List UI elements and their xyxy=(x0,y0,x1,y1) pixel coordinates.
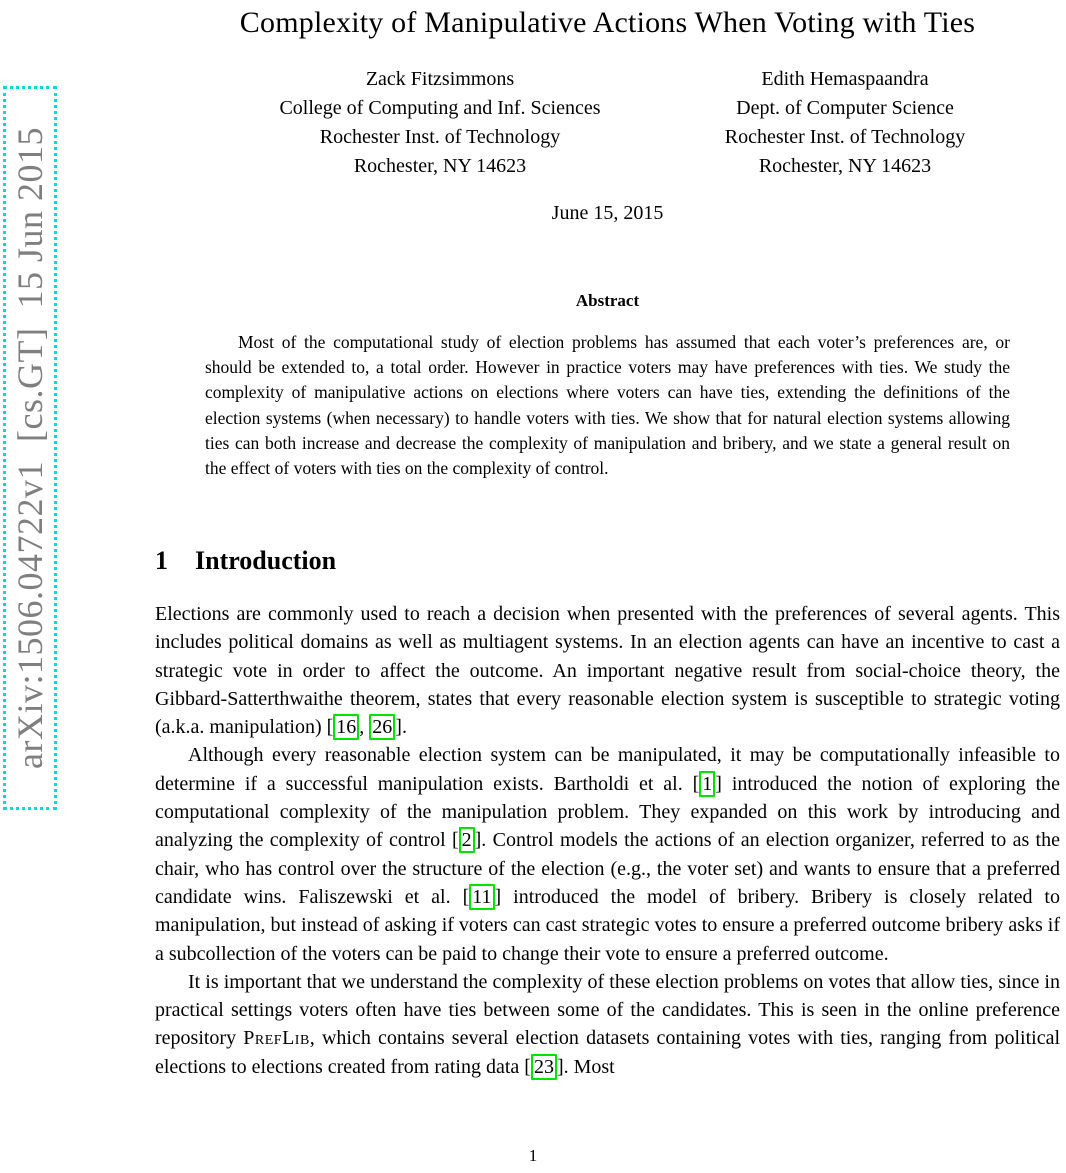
author-block xyxy=(230,65,650,181)
citation-ref[interactable]: 16 xyxy=(333,714,359,740)
author-name: Edith Hemaspaandra xyxy=(761,68,929,90)
author-block xyxy=(635,65,1055,181)
citation-ref[interactable]: 1 xyxy=(699,771,715,797)
author-affiliation-line: Rochester, NY 14623 xyxy=(758,155,932,177)
author-name: Zack Fitzsimmons xyxy=(365,68,515,90)
section-number: 1 xyxy=(155,546,168,575)
smallcaps-text: PrefLib xyxy=(243,1027,310,1050)
section-title: Introduction xyxy=(195,546,337,575)
author-affiliation-line: Rochester Inst. of Technology xyxy=(724,126,966,148)
page-number: 1 xyxy=(528,1146,538,1165)
paragraph: Elections are commonly used to reach a decision when presented with the preferences of several agents. This includes political domains as well as multiagent systems. In an election agents can have an incentive to cast a strategic vote in order to affect the outcome. An important negative result from social-choice theory, the Gibbard-Satterthwaithe theorem, states that every reasonable election system is susceptible to strategic voting (a.k.a. manipulation) [ 16 , 26 ]. xyxy=(155,603,1060,739)
paper-content xyxy=(155,0,1060,1173)
section-heading-introduction xyxy=(155,546,336,576)
citation-ref[interactable]: 26 xyxy=(369,714,395,740)
paper-date: June 15, 2015 xyxy=(551,202,664,224)
citation-ref[interactable]: 2 xyxy=(459,827,475,853)
paragraph: Although every reasonable election system can be manipulated, it may be computationally infeasible to determine if a successful manipulation exists. Bartholdi et al. [ 1 ] introduced the notion of exploring the computational complexity of the manipulation problem. They expanded on this work by introducing and analyzing the complexity of control [ 2 ]. Control models the actions of an election organizer, referred to as the chair, who has control over the structure of the election (e.g., the voter set) and wants to ensure that a preferred candidate wins. Faliszewski et al. [ 11 ] introduced the model of bribery. Bribery is closely related to manipulation, but instead of asking if voters can cast strategic votes to ensure a preferred outcome bribery asks if a subcollection of the voters can be paid to change their vote to ensure a preferred outcome. xyxy=(155,744,1060,965)
author-affiliation-line: College of Computing and Inf. Sciences xyxy=(279,97,601,119)
introduction-paragraphs xyxy=(155,600,1060,1081)
arxiv-watermark-text: arXiv:1506.04722v1 [cs.GT] 15 Jun 2015 xyxy=(10,127,50,769)
paper-title: Complexity of Manipulative Actions When Voting with Ties xyxy=(239,6,976,39)
author-affiliation-line: Rochester, NY 14623 xyxy=(353,155,527,177)
arxiv-watermark-box xyxy=(3,86,57,810)
citation-ref[interactable]: 11 xyxy=(469,884,494,910)
paragraph: It is important that we understand the complexity of these election problems on votes that allow ties, since in practical settings voters often have ties between some of the candidates. This is seen in the online preference repository PrefLib, which contains several election datasets containing votes with ties, ranging from political elections to elections created from rating data [ 23 ]. Most xyxy=(155,970,1061,1078)
author-affiliation-line: Dept. of Computer Science xyxy=(736,97,954,119)
author-affiliation-line: Rochester Inst. of Technology xyxy=(319,126,561,148)
abstract-heading: Abstract xyxy=(575,291,640,310)
citation-ref[interactable]: 23 xyxy=(531,1054,557,1080)
abstract-text: Most of the computational study of election problems has assumed that each voter’s preferences are, or should be extended to, a total order. However in practice voters may have preferences with ties. We study the complexity of manipulative actions on elections where voters can have ties, extending the definitions of the election systems (when necessary) to handle voters with ties. We show that for natural election systems allowing ties can both increase and decrease the complexity of manipulation and bribery, and we state a general result on the effect of voters with ties on the complexity of control. xyxy=(205,332,1010,479)
